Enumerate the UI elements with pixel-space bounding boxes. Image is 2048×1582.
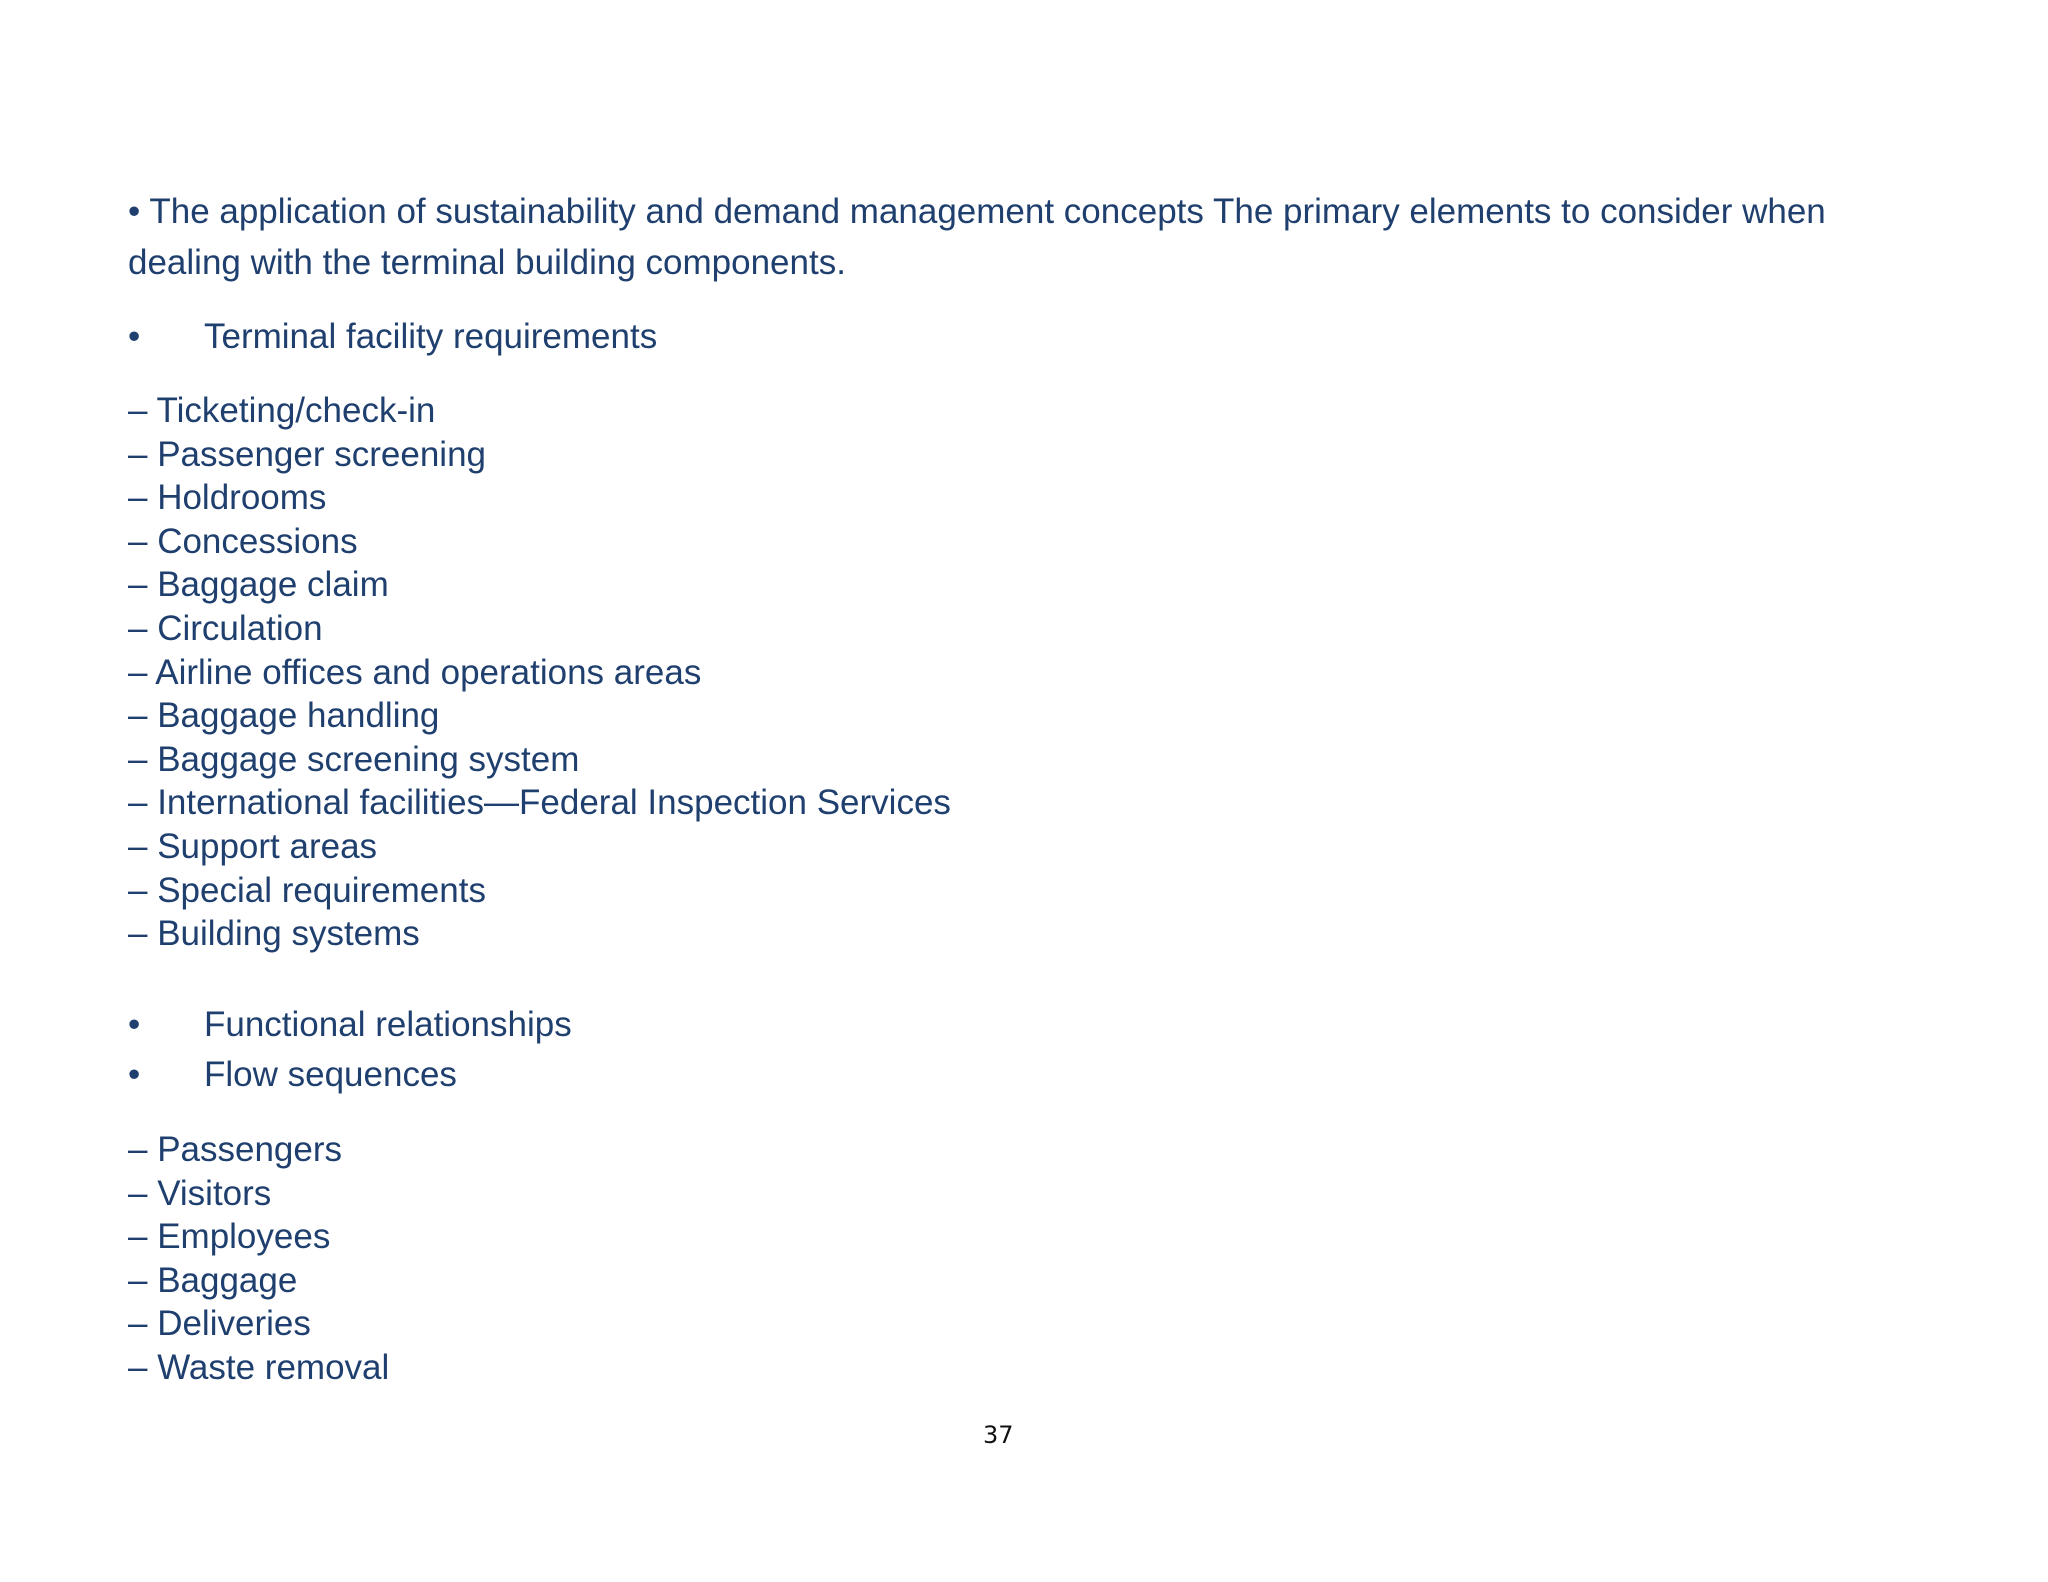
bullet-label: Functional relationships (204, 1005, 572, 1044)
page-number: 37 (983, 1421, 1014, 1449)
bullet-terminal-facility-requirements (128, 311, 657, 362)
bullet-dot: • (128, 317, 141, 356)
list-item: – Baggage handling (128, 696, 440, 736)
bullet-label: Terminal facility requirements (204, 317, 658, 356)
bullet-label: Flow sequences (204, 1055, 457, 1094)
list-item: – Passenger screening (128, 434, 486, 474)
list-item: – Baggage claim (128, 565, 389, 605)
bullet-functional-relationships (128, 999, 572, 1050)
list-item: – Concessions (128, 521, 358, 561)
list-item: – International facilities—Federal Inspection Services (128, 783, 951, 823)
list-item: – Baggage (128, 1260, 298, 1300)
list-item: – Employees (128, 1217, 331, 1257)
list-item: – Airline offices and operations areas (128, 652, 702, 692)
list-item: – Circulation (128, 608, 323, 648)
list-item: – Special requirements (128, 870, 486, 910)
bullet-flow-sequences (128, 1049, 457, 1100)
list-item: – Visitors (128, 1173, 272, 1213)
list-item: – Passengers (128, 1130, 343, 1169)
list-item: – Holdrooms (128, 478, 327, 518)
bullet-dot: • (128, 1005, 141, 1044)
list-item: – Deliveries (128, 1304, 311, 1344)
list-item: – Support areas (128, 826, 378, 866)
list-item: – Waste removal (128, 1347, 390, 1387)
list-item: – Building systems (128, 914, 420, 954)
bullet-dot: • (128, 1055, 141, 1094)
list-item: – Baggage screening system (128, 739, 580, 779)
intro-paragraph: • The application of sustainability and demand management concepts The primary elements to consider when dealing with the terminal building components. (128, 192, 1826, 282)
list-item: – Ticketing/check-in (128, 391, 436, 430)
flow-sequences-list (128, 1128, 389, 1390)
terminal-requirements-list (128, 389, 951, 956)
